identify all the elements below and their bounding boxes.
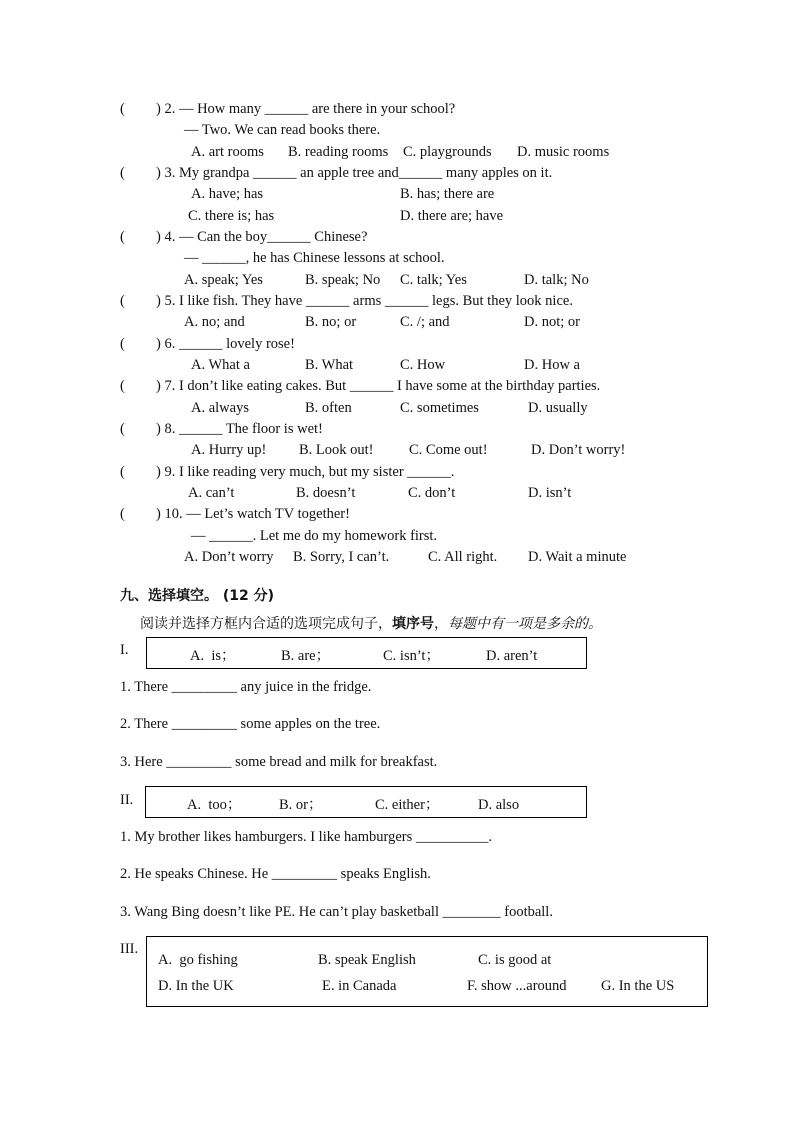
- question-3-stem: ) 3. My grandpa ______ an apple tree and______ many apples on it.: [156, 165, 553, 181]
- option: D. isn’t: [528, 485, 572, 501]
- fill-sentence: 1. There _________ any juice in the fridge.: [120, 679, 372, 695]
- option: D. not; or: [524, 314, 580, 330]
- answer-paren[interactable]: (: [120, 378, 125, 394]
- option: B. reading rooms: [288, 144, 389, 160]
- fill-sentence: 2. He speaks Chinese. He _________ speaks English.: [120, 866, 431, 882]
- word-bank-option: A. go fishing: [158, 952, 238, 968]
- word-bank-option: B. are；: [281, 648, 331, 664]
- part-label: III.: [120, 941, 139, 957]
- question-5-stem: ) 5. I like fish. They have ______ arms ______ legs. But they look nice.: [156, 293, 573, 309]
- question-10-stem: ) 10. — Let’s watch TV together!: [156, 506, 350, 522]
- option: A. art rooms: [191, 144, 264, 160]
- answer-paren[interactable]: (: [120, 506, 125, 522]
- word-bank-box: [146, 936, 708, 1007]
- section-heading: 九、选择填空。 (12 分): [120, 588, 275, 604]
- word-bank-option: C. isn’t；: [383, 648, 440, 664]
- option: C. there is; has: [188, 208, 275, 224]
- option: C. Come out!: [409, 442, 488, 458]
- part-label: I.: [120, 642, 129, 658]
- word-bank-option: C. is good at: [478, 952, 552, 968]
- word-bank-option: E. in Canada: [322, 978, 397, 994]
- option: C. How: [400, 357, 446, 373]
- option: B. no; or: [305, 314, 357, 330]
- option: A. no; and: [184, 314, 245, 330]
- word-bank-option: F. show ...around: [467, 978, 567, 994]
- question-4-stem: ) 4. — Can the boy______ Chinese?: [156, 229, 368, 245]
- answer-paren[interactable]: (: [120, 293, 125, 309]
- option: D. there are; have: [400, 208, 504, 224]
- option: A. Don’t worry: [184, 549, 274, 565]
- option: B. doesn’t: [296, 485, 356, 501]
- question-4-line2: — ______, he has Chinese lessons at school.: [184, 250, 445, 266]
- option: D. talk; No: [524, 272, 589, 288]
- part-label: II.: [120, 792, 134, 808]
- question-2-stem: ) 2. — How many ______ are there in your school?: [156, 101, 456, 117]
- option: A. can’t: [188, 485, 235, 501]
- option: D. music rooms: [517, 144, 610, 160]
- word-bank-option: B. speak English: [318, 952, 416, 968]
- option: B. Sorry, I can’t.: [293, 549, 390, 565]
- option: D. Wait a minute: [528, 549, 627, 565]
- word-bank-option: A. too；: [187, 797, 242, 813]
- option: A. have; has: [191, 186, 264, 202]
- option: C. sometimes: [400, 400, 479, 416]
- fill-sentence: 3. Here _________ some bread and milk for breakfast.: [120, 754, 438, 770]
- option: D. usually: [528, 400, 588, 416]
- answer-paren[interactable]: (: [120, 165, 125, 181]
- answer-paren[interactable]: (: [120, 229, 125, 245]
- answer-paren[interactable]: (: [120, 336, 125, 352]
- option: B. Look out!: [299, 442, 374, 458]
- option: A. Hurry up!: [191, 442, 267, 458]
- word-bank-option: A. is；: [190, 648, 236, 664]
- option: D. How a: [524, 357, 580, 373]
- option: D. Don’t worry!: [531, 442, 626, 458]
- question-10-line2: — ______. Let me do my homework first.: [191, 528, 438, 544]
- word-bank-option: C. either；: [375, 797, 440, 813]
- word-bank-option: B. or；: [279, 797, 323, 813]
- word-bank-option: G. In the US: [601, 978, 675, 994]
- option: B. What: [305, 357, 354, 373]
- option: C. don’t: [408, 485, 456, 501]
- question-8-stem: ) 8. ______ The floor is wet!: [156, 421, 323, 437]
- answer-paren[interactable]: (: [120, 421, 125, 437]
- question-6-stem: ) 6. ______ lovely rose!: [156, 336, 295, 352]
- option: C. All right.: [428, 549, 498, 565]
- option: A. speak; Yes: [184, 272, 263, 288]
- option: A. always: [191, 400, 249, 416]
- word-bank-option: D. aren’t: [486, 648, 538, 664]
- fill-sentence: 1. My brother likes hamburgers. I like hamburgers __________.: [120, 829, 492, 845]
- question-2-line2: — Two. We can read books there.: [184, 122, 381, 138]
- option: C. talk; Yes: [400, 272, 467, 288]
- fill-sentence: 2. There _________ some apples on the tree.: [120, 716, 381, 732]
- question-9-stem: ) 9. I like reading very much, but my sister ______.: [156, 464, 455, 480]
- word-bank-option: D. In the UK: [158, 978, 234, 994]
- answer-paren[interactable]: (: [120, 101, 125, 117]
- option: B. speak; No: [305, 272, 381, 288]
- question-7-stem: ) 7. I don’t like eating cakes. But ______ I have some at the birthday parties.: [156, 378, 601, 394]
- option: B. has; there are: [400, 186, 495, 202]
- option: B. often: [305, 400, 352, 416]
- option: C. playgrounds: [403, 144, 492, 160]
- option: C. /; and: [400, 314, 450, 330]
- option: A. What a: [191, 357, 250, 373]
- section-instructions: 阅读并选择方框内合适的选项完成句子，填序号，每题中有一项是多余的。: [140, 616, 602, 632]
- answer-paren[interactable]: (: [120, 464, 125, 480]
- word-bank-option: D. also: [478, 797, 520, 813]
- fill-sentence: 3. Wang Bing doesn’t like PE. He can’t play basketball ________ football.: [120, 904, 553, 920]
